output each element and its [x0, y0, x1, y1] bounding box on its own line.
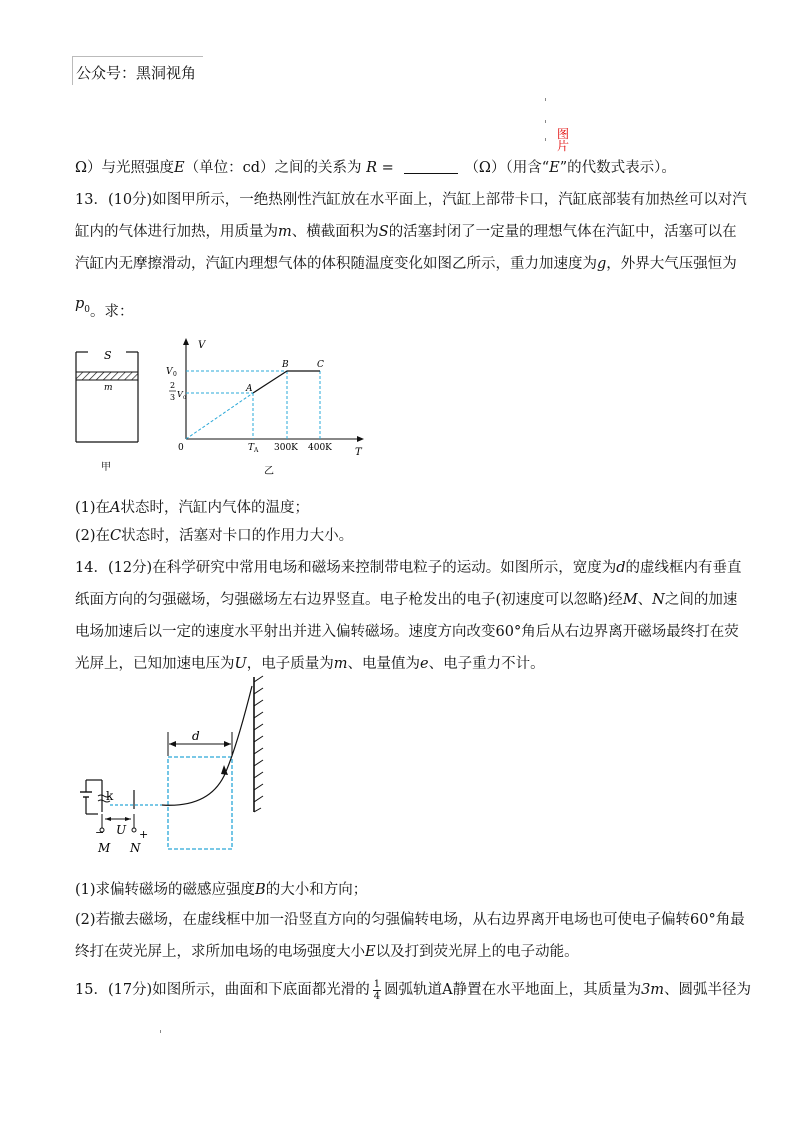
- tick-v0: V: [166, 367, 173, 377]
- tag-char: 片: [557, 139, 570, 153]
- q13-sub1: (1)在A状态时，汽缸内气体的温度；: [75, 500, 310, 516]
- scan-dot: [545, 138, 546, 141]
- tick-TA: T: [248, 443, 255, 453]
- q13-line3: 汽缸内无摩擦滑动，汽缸内理想气体的体积随温度变化如图乙所示，重力加速度为g，外界大气压强恒为: [75, 256, 737, 272]
- tick-400K: 400K: [308, 443, 332, 453]
- q15-line1: 15．(17分)如图所示，曲面和下底面都光滑的 $\frac{1}{4}$ 圆弧轨道A静置在水平地面上，其质量为3m、圆弧半径为: [75, 978, 752, 1002]
- tag-char: 图: [557, 127, 570, 141]
- q13-line2: 缸内的气体进行加热，用质量为m、横截面积为S的活塞封闭了一定量的理想气体在汽缸中，活塞可以在: [75, 224, 737, 240]
- label-minus: −: [95, 826, 105, 839]
- q14-sub2-line2: 终打在荧光屏上，求所加电场的电场强度大小E以及打到荧光屏上的电子动能。: [75, 944, 579, 960]
- scan-dot: [545, 98, 546, 101]
- frac-den: 3: [170, 393, 176, 402]
- q13-line4: $p_0$。求：: [75, 296, 134, 320]
- image-placeholder-tag: [557, 127, 570, 153]
- figure-yi-vt-graph: [160, 336, 375, 478]
- fraction-quarter: $\frac{1}{4}$: [373, 978, 381, 1002]
- axis-v-label: V: [198, 340, 206, 351]
- label-U: U: [116, 823, 127, 837]
- origin-label: 0: [178, 443, 184, 453]
- label-S: S: [104, 349, 112, 362]
- q13-sub2: (2)在C状态时，活塞对卡口的作用力大小。: [75, 528, 354, 544]
- scan-dot: [160, 1030, 161, 1033]
- header-label: 公众号：黑洞视角: [76, 64, 197, 82]
- q13-line1: 13．(10分)如图甲所示，一绝热刚性汽缸放在水平面上，汽缸上部带卡口，汽缸底部装有加热丝可以对汽: [75, 192, 747, 208]
- label-k: k: [106, 789, 114, 803]
- q14-line3: 电场加速后以一定的速度水平射出并进入偏转磁场。速度方向改变60°角后从右边界离开磁场最终打在荧: [75, 624, 739, 640]
- axis-t-label: T: [355, 447, 362, 458]
- svg-text:0: 0: [173, 371, 177, 378]
- svg-text:0: 0: [183, 395, 187, 401]
- q12-tail-line: Ω）与光照强度E（单位：cd）之间的关系为 R = （Ω）（用含“E”的代数式表示）。: [75, 160, 676, 176]
- caption-yi: 乙: [264, 466, 274, 477]
- label-N: N: [130, 841, 141, 855]
- label-m: m: [104, 383, 113, 393]
- q14-line1: 14．(12分)在科学研究中常用电场和磁场来控制带电粒子的运动。如图所示，宽度为d的虚线框内有垂直: [75, 560, 742, 576]
- svg-text:A: A: [254, 447, 259, 454]
- svg-text:V: V: [177, 390, 183, 399]
- label-M: M: [98, 841, 111, 855]
- point-C: C: [317, 360, 324, 370]
- q14-line4: 光屏上，已知加速电压为U，电子质量为m、电量值为e、电子重力不计。: [75, 656, 545, 672]
- scan-dot: [545, 120, 546, 123]
- q14-line2: 纸面方向的匀强磁场，匀强磁场左右边界竖直。电子枪发出的电子(初速度可以忽略)经M、N之间的加速: [75, 592, 738, 608]
- piston: [76, 372, 138, 380]
- frac-num: 2: [170, 381, 176, 390]
- answer-blank[interactable]: [404, 159, 458, 174]
- tick-300K: 300K: [274, 443, 298, 453]
- point-A: A: [246, 384, 253, 394]
- q14-sub2-line1: (2)若撤去磁场，在虚线框中加一沿竖直方向的匀强偏转电场，从右边界离开电场也可使电子偏转60°角最: [75, 912, 745, 928]
- label-plus: +: [139, 828, 149, 841]
- figure-jia: [70, 342, 150, 472]
- q14-sub1: (1)求偏转磁场的磁感应强度B的大小和方向；: [75, 882, 368, 898]
- caption-jia: 甲: [101, 462, 111, 473]
- label-d: d: [192, 729, 200, 743]
- point-B: B: [282, 360, 289, 370]
- figure-electron-deflection: [68, 672, 278, 862]
